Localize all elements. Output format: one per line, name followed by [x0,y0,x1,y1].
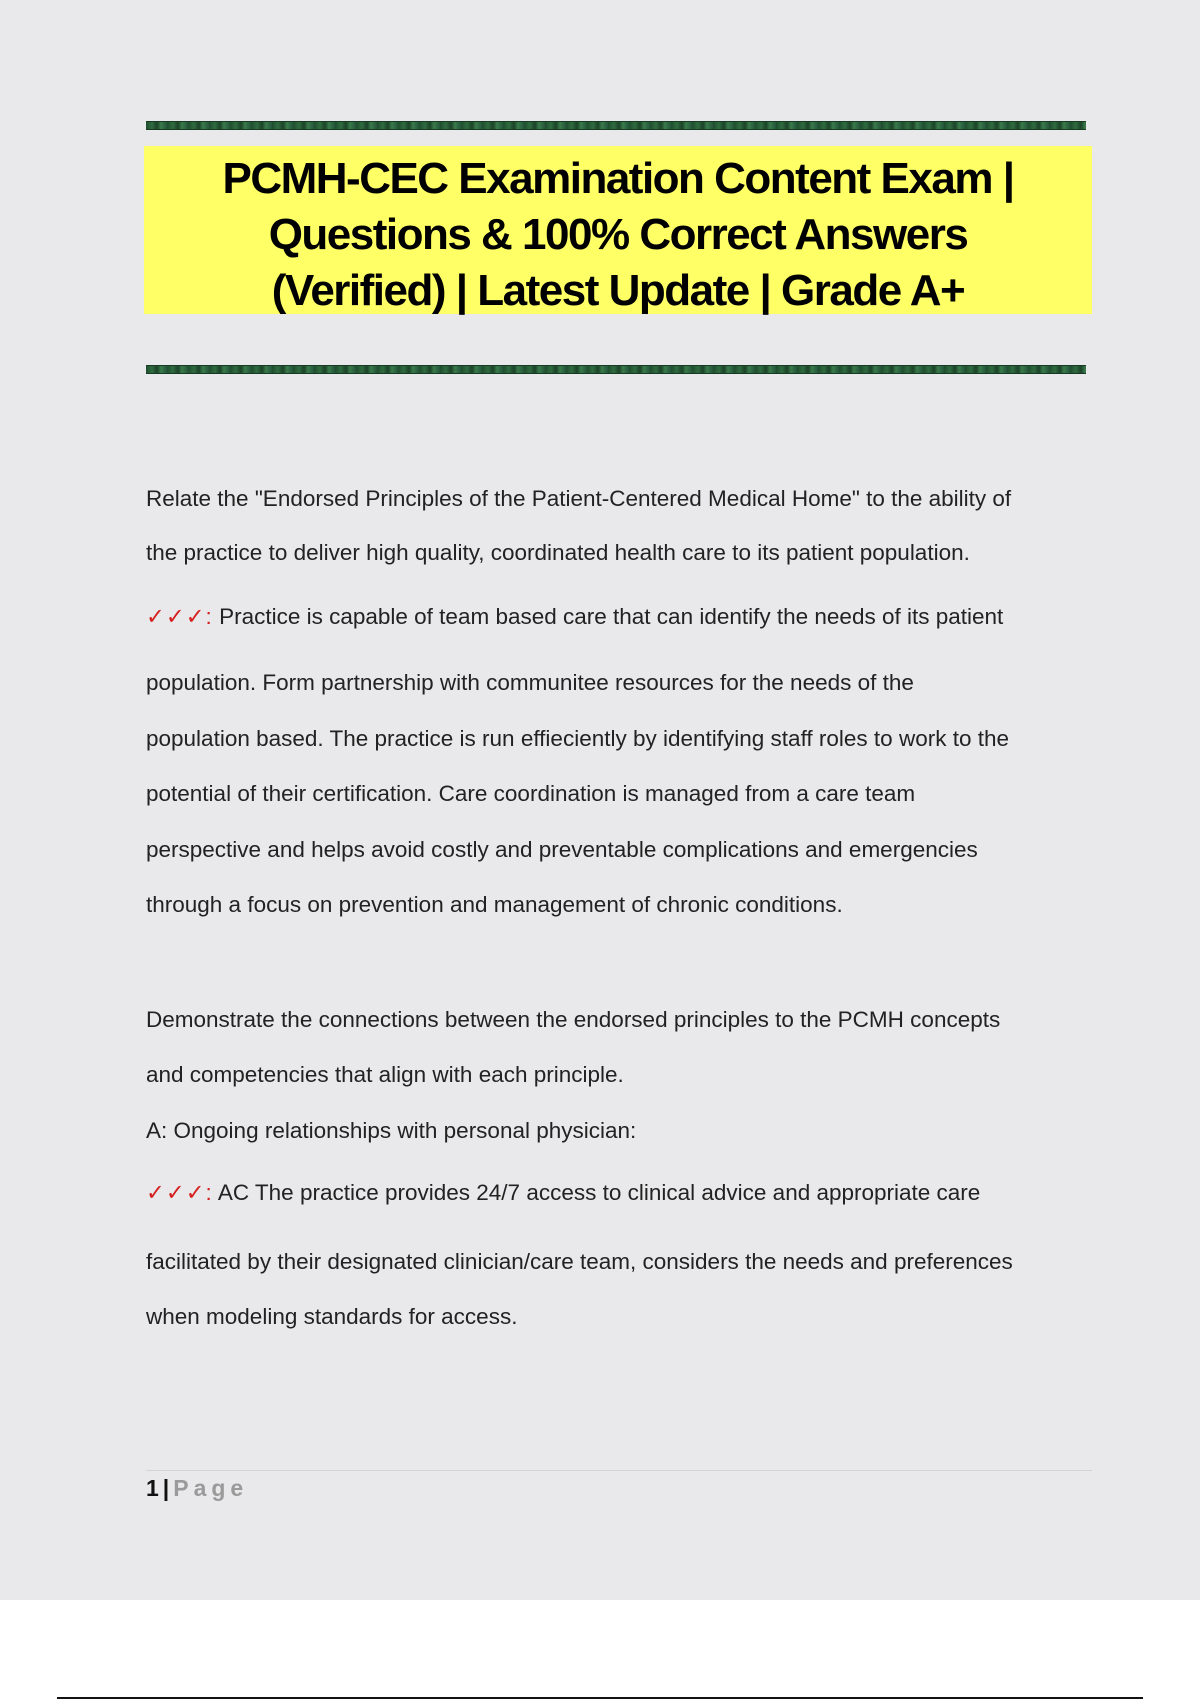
check-marks-icon: ✓✓✓: [146,604,213,629]
q1-answer-line-3: population based. The practice is run effieciently by identifying staff roles to work to the [146,726,1009,751]
title-top-rule [146,121,1086,130]
q1-answer-line-1 [146,604,1003,630]
q2-answer-line-3: when modeling standards for access. [146,1304,518,1329]
q2-question-line-3: A: Ongoing relationships with personal physician: [146,1118,637,1143]
q1-answer-line-4: potential of their certification. Care coordination is managed from a care team [146,781,916,806]
title-highlight-box [144,146,1092,314]
q1-answer-line-2: population. Form partnership with communitee resources for the needs of the [146,670,914,695]
q1-answer-line-6: through a focus on prevention and management of chronic conditions. [146,892,843,917]
q2-answer-first-text: AC The practice provides 24/7 access to clinical advice and appropriate care [212,1180,981,1205]
title-line-3: (Verified) | Latest Update | Grade A+ [271,266,965,315]
page-label: Page [173,1475,249,1501]
title-line-1: PCMH-CEC Examination Content Exam | [222,154,1014,203]
q2-question-line-2: and competencies that align with each principle. [146,1062,624,1087]
title-bottom-rule [146,365,1086,374]
q1-question-line-1: Relate the "Endorsed Principles of the Patient-Centered Medical Home" to the ability of [146,486,1012,511]
title-line-2: Questions & 100% Correct Answers [268,210,968,259]
footer-divider [146,1470,1092,1471]
next-page-edge-rule [57,1697,1143,1699]
page-footer [146,1475,248,1502]
document-title [144,146,1092,319]
page-number: 1 [146,1475,159,1501]
q1-answer-first-text: Practice is capable of team based care that can identify the needs of its patient [212,604,1004,629]
check-marks-icon: ✓✓✓: [146,1180,213,1205]
q1-answer-line-5: perspective and helps avoid costly and preventable complications and emergencies [146,837,978,862]
q2-question-line-1: Demonstrate the connections between the endorsed principles to the PCMH concepts [146,1007,1001,1032]
footer-separator: | [162,1475,170,1501]
q1-question-line-2: the practice to deliver high quality, coordinated health care to its patient population. [146,540,970,565]
q2-answer-line-1 [146,1180,980,1206]
q2-answer-line-2: facilitated by their designated clinician/care team, considers the needs and preferences [146,1249,1013,1274]
